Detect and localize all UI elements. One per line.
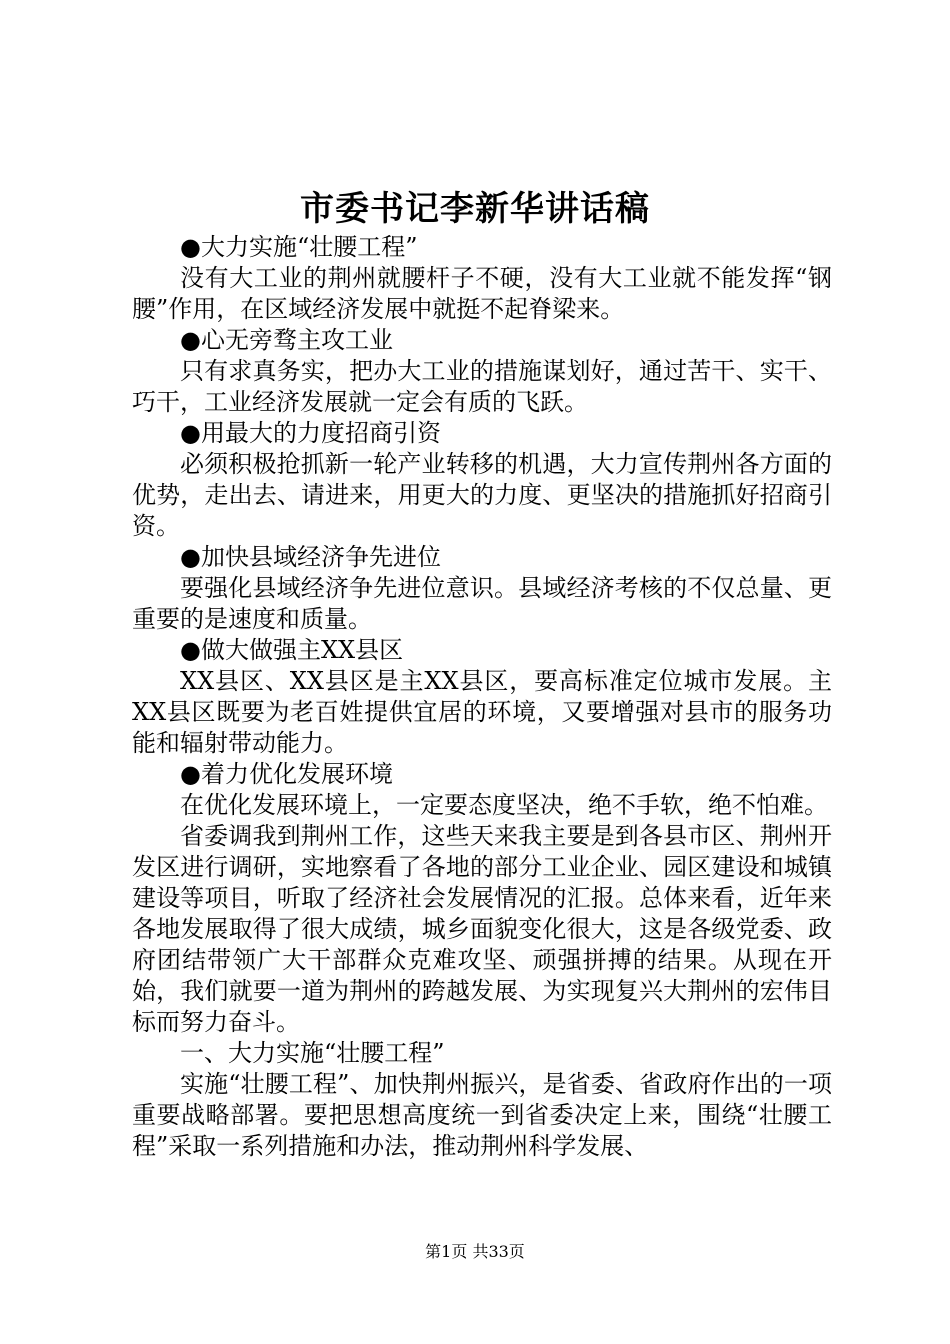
page-number-footer: 第1页 共33页 <box>425 1242 525 1261</box>
document-title: 市委书记李新华讲话稿 <box>300 189 650 229</box>
heading-bullet: ●着力优化发展环境 <box>180 760 393 788</box>
heading-bullet: ●做大做强主XX县区 <box>180 636 404 664</box>
document-body <box>132 232 832 1162</box>
heading-bullet: ●用最大的力度招商引资 <box>180 419 441 447</box>
paragraph: 省委调我到荆州工作，这些天来我主要是到各县市区、荆州开发区进行调研，实地察看了各地的部分工业企业、园区建设和城镇建设等项目，听取了经济社会发展情况的汇报。总体来看，近年来各地发展取得了很大成绩，城乡面貌变化很大，这是各级党委、政府团结带领广大干部群众克难攻坚、顽强拼搏的结果。从现在开始，我们就要一道为荆州的跨越发展、为实现复兴大荆州的宏伟目标而努力奋斗。 <box>132 822 832 1036</box>
section-heading: 一、大力实施“壮腰工程” <box>180 1039 445 1067</box>
paragraph: XX县区、XX县区是主XX县区，要高标准定位城市发展。主XX县区既要为老百姓提供宜居的环境，又要增强对县市的服务功能和辐射带动能力。 <box>132 667 832 757</box>
paragraph: 在优化发展环境上，一定要态度坚决，绝不手软，绝不怕难。 <box>180 791 828 819</box>
heading-bullet: ●心无旁骛主攻工业 <box>180 326 393 354</box>
paragraph: 要强化县域经济争先进位意识。县域经济考核的不仅总量、更重要的是速度和质量。 <box>132 574 832 633</box>
paragraph: 实施“壮腰工程”、加快荆州振兴，是省委、省政府作出的一项重要战略部署。要把思想高度统一到省委决定上来，围绕“壮腰工程”采取一系列措施和办法，推动荆州科学发展、 <box>132 1070 832 1160</box>
heading-bullet: ●加快县域经济争先进位 <box>180 543 441 571</box>
paragraph: 只有求真务实，把办大工业的措施谋划好，通过苦干、实干、巧干，工业经济发展就一定会有质的飞跃。 <box>132 357 832 416</box>
paragraph: 必须积极抢抓新一轮产业转移的机遇，大力宣传荆州各方面的优势，走出去、请进来，用更大的力度、更坚决的措施抓好招商引资。 <box>132 450 832 540</box>
heading-bullet: ●大力实施“壮腰工程” <box>180 233 418 261</box>
paragraph: 没有大工业的荆州就腰杆子不硬，没有大工业就不能发挥“钢腰”作用，在区域经济发展中就挺不起脊梁来。 <box>132 264 832 323</box>
